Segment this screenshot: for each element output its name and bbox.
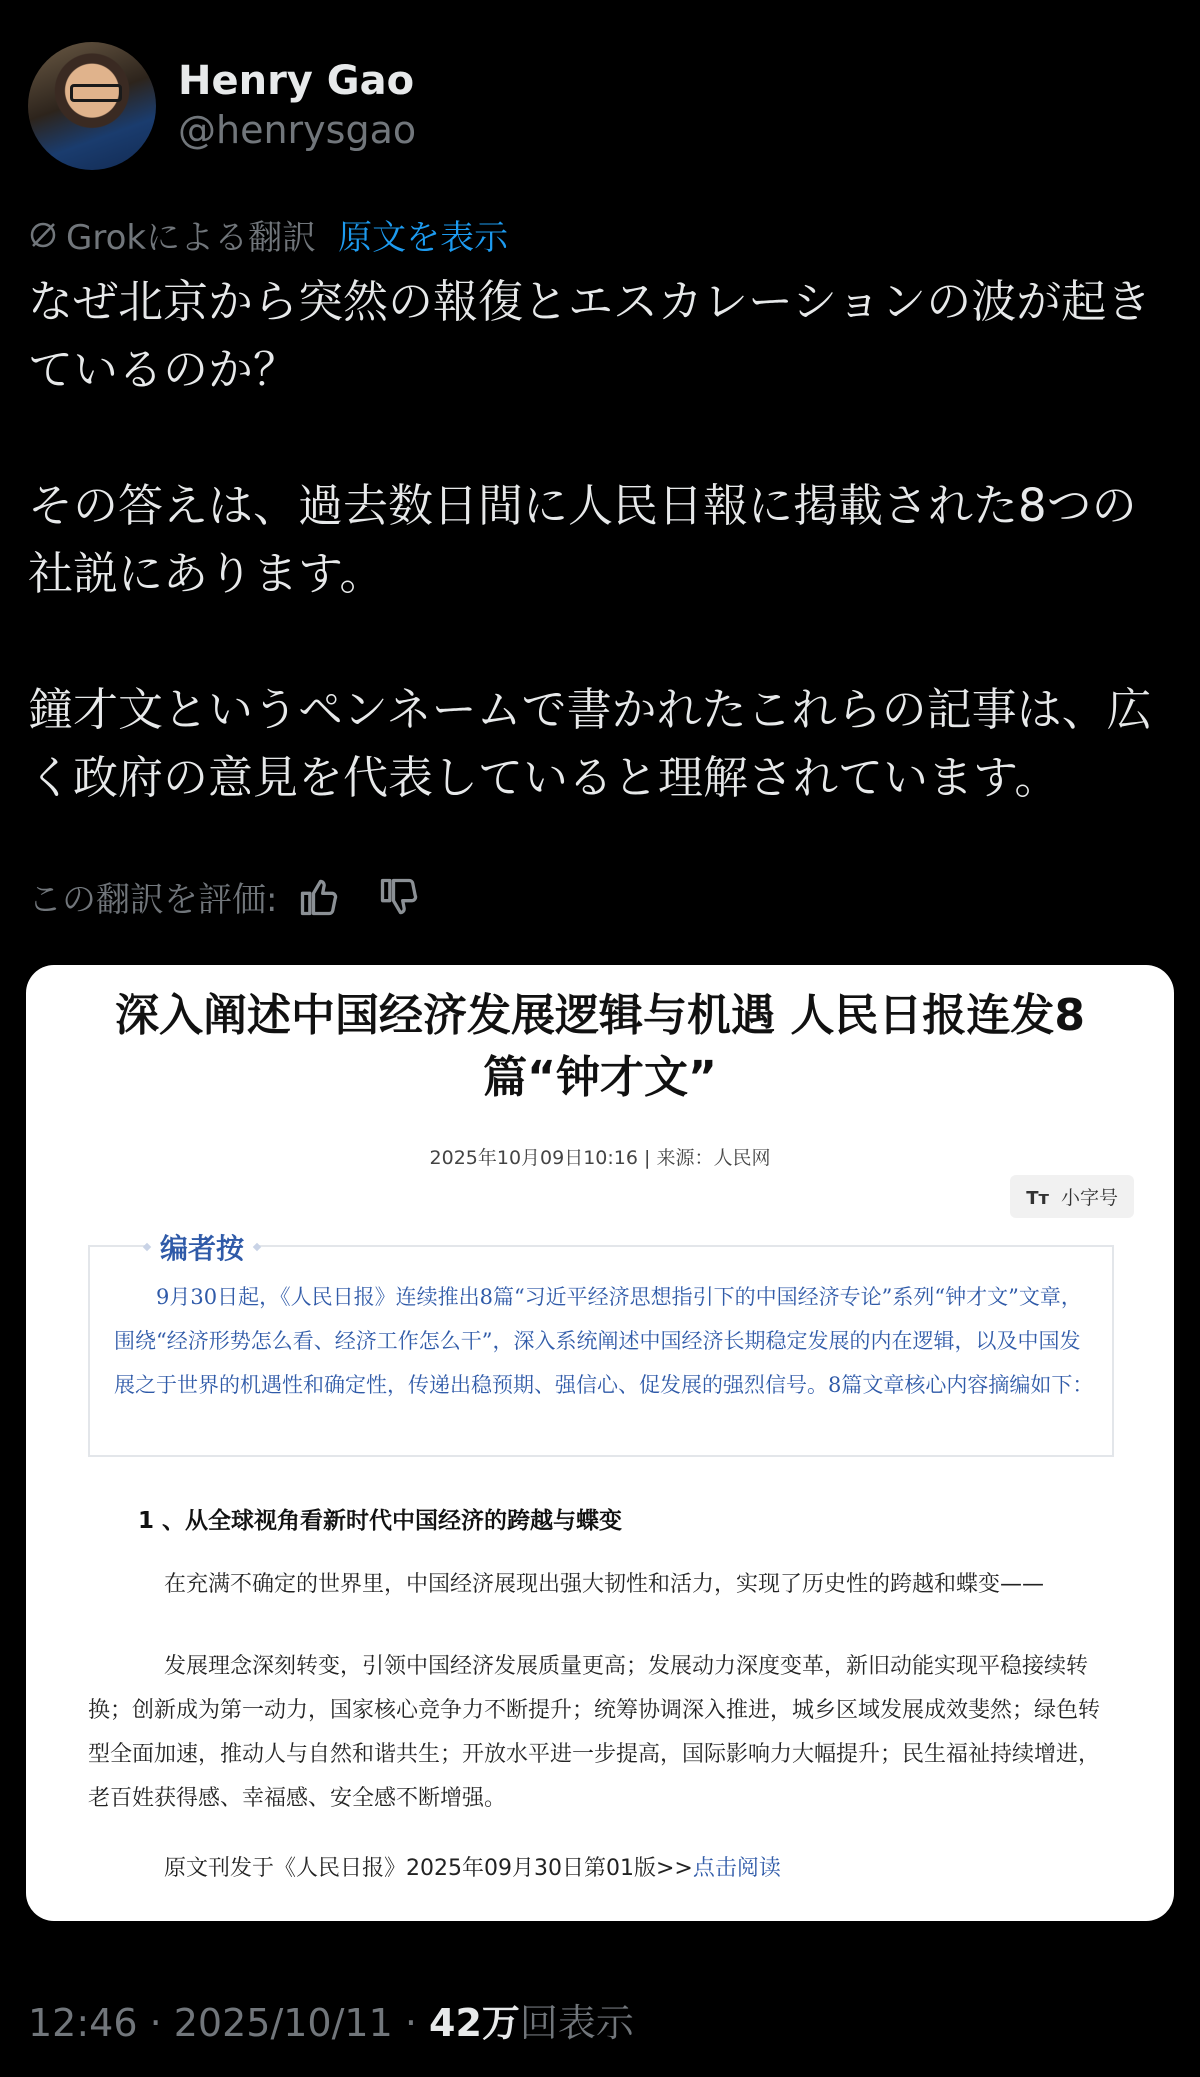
font-size-button[interactable]	[1010, 1175, 1134, 1218]
views-label: 回表示	[519, 2001, 634, 2045]
section-heading: 1 、从全球视角看新时代中国经济的跨越与蝶变	[138, 1508, 623, 1534]
rate-translation-label: この翻訳を評価:	[28, 880, 278, 920]
author-names	[178, 58, 416, 154]
rate-translation	[28, 872, 421, 921]
article-meta: 2025年10月09日10:16 | 来源：人民网	[429, 1147, 771, 1169]
tweet-text: なぜ北京から突然の報復とエスカレーションの波が起きているのか？ その答えは、過去数日間に人民日報に掲載された8つの社説にあります。 鐘才文というペンネームで書かれたこれらの記事は、広く政府の意見を代表していると理解されています。	[28, 275, 1152, 804]
author-display-name[interactable]: Henry Gao	[178, 58, 415, 105]
attached-image-card[interactable]	[26, 965, 1174, 1921]
article-paragraph-2: 发展理念深刻转变，引领中国经济发展质量更高；发展动力深度变革，新旧动能实现平稳接续转换；创新成为第一动力，国家核心竞争力不断提升；统筹协调深入推进，城乡区域发展成效斐然；绿色转型全面加速，推动人与自然和谐共生；开放水平进一步提高，国际影响力大幅提升；民生福祉持续增进，老百姓获得感、幸福感、安全感不断增强。	[88, 1654, 1101, 1811]
timestamp[interactable]: 12:46 · 2025/10/11 ·	[28, 2001, 430, 2045]
translation-bar	[28, 210, 508, 259]
article-title: 深入阐述中国经济发展逻辑与机遇 人民日报连发8篇“钟才文”	[115, 990, 1085, 1103]
source-text: 原文刊发于《人民日报》2025年09月30日第01版>>	[164, 1856, 693, 1881]
article-source	[164, 1851, 781, 1882]
thumbs-down-icon[interactable]	[377, 875, 421, 919]
view-count: 42万	[429, 2001, 520, 2045]
editor-note-label: 编者按	[146, 1227, 258, 1267]
read-link[interactable]: 点击阅读	[692, 1856, 781, 1881]
translated-by-label: Grokによる翻訳	[66, 218, 317, 258]
font-size-label: 小字号	[1060, 1187, 1118, 1209]
thumbs-up-icon[interactable]	[297, 875, 341, 919]
editor-note-text: 9月30日起，《人民日报》连续推出8篇“习近平经济思想指引下的中国经济专论”系列“钟才文”文章，围绕“经济形势怎么看、经济工作怎么干”，深入系统阐述中国经济长期稳定发展的内在逻辑，以及中国发展之于世界的机遇性和确定性，传递出稳预期、强信心、促发展的强烈信号。8篇文章核心内容摘编如下：	[114, 1285, 1094, 1397]
article-paragraph-1: 在充满不确定的世界里，中国经济展现出强大韧性和活力，实现了历史性的跨越和蝶变——	[164, 1572, 1045, 1597]
tweet-footer	[28, 1992, 634, 2047]
grok-icon	[28, 220, 58, 250]
show-original-link[interactable]: 原文を表示	[338, 218, 509, 258]
font-size-icon: Tт	[1026, 1188, 1049, 1209]
tweet-header	[28, 42, 416, 170]
author-handle[interactable]: @henrysgao	[178, 108, 417, 153]
avatar[interactable]	[28, 42, 156, 170]
